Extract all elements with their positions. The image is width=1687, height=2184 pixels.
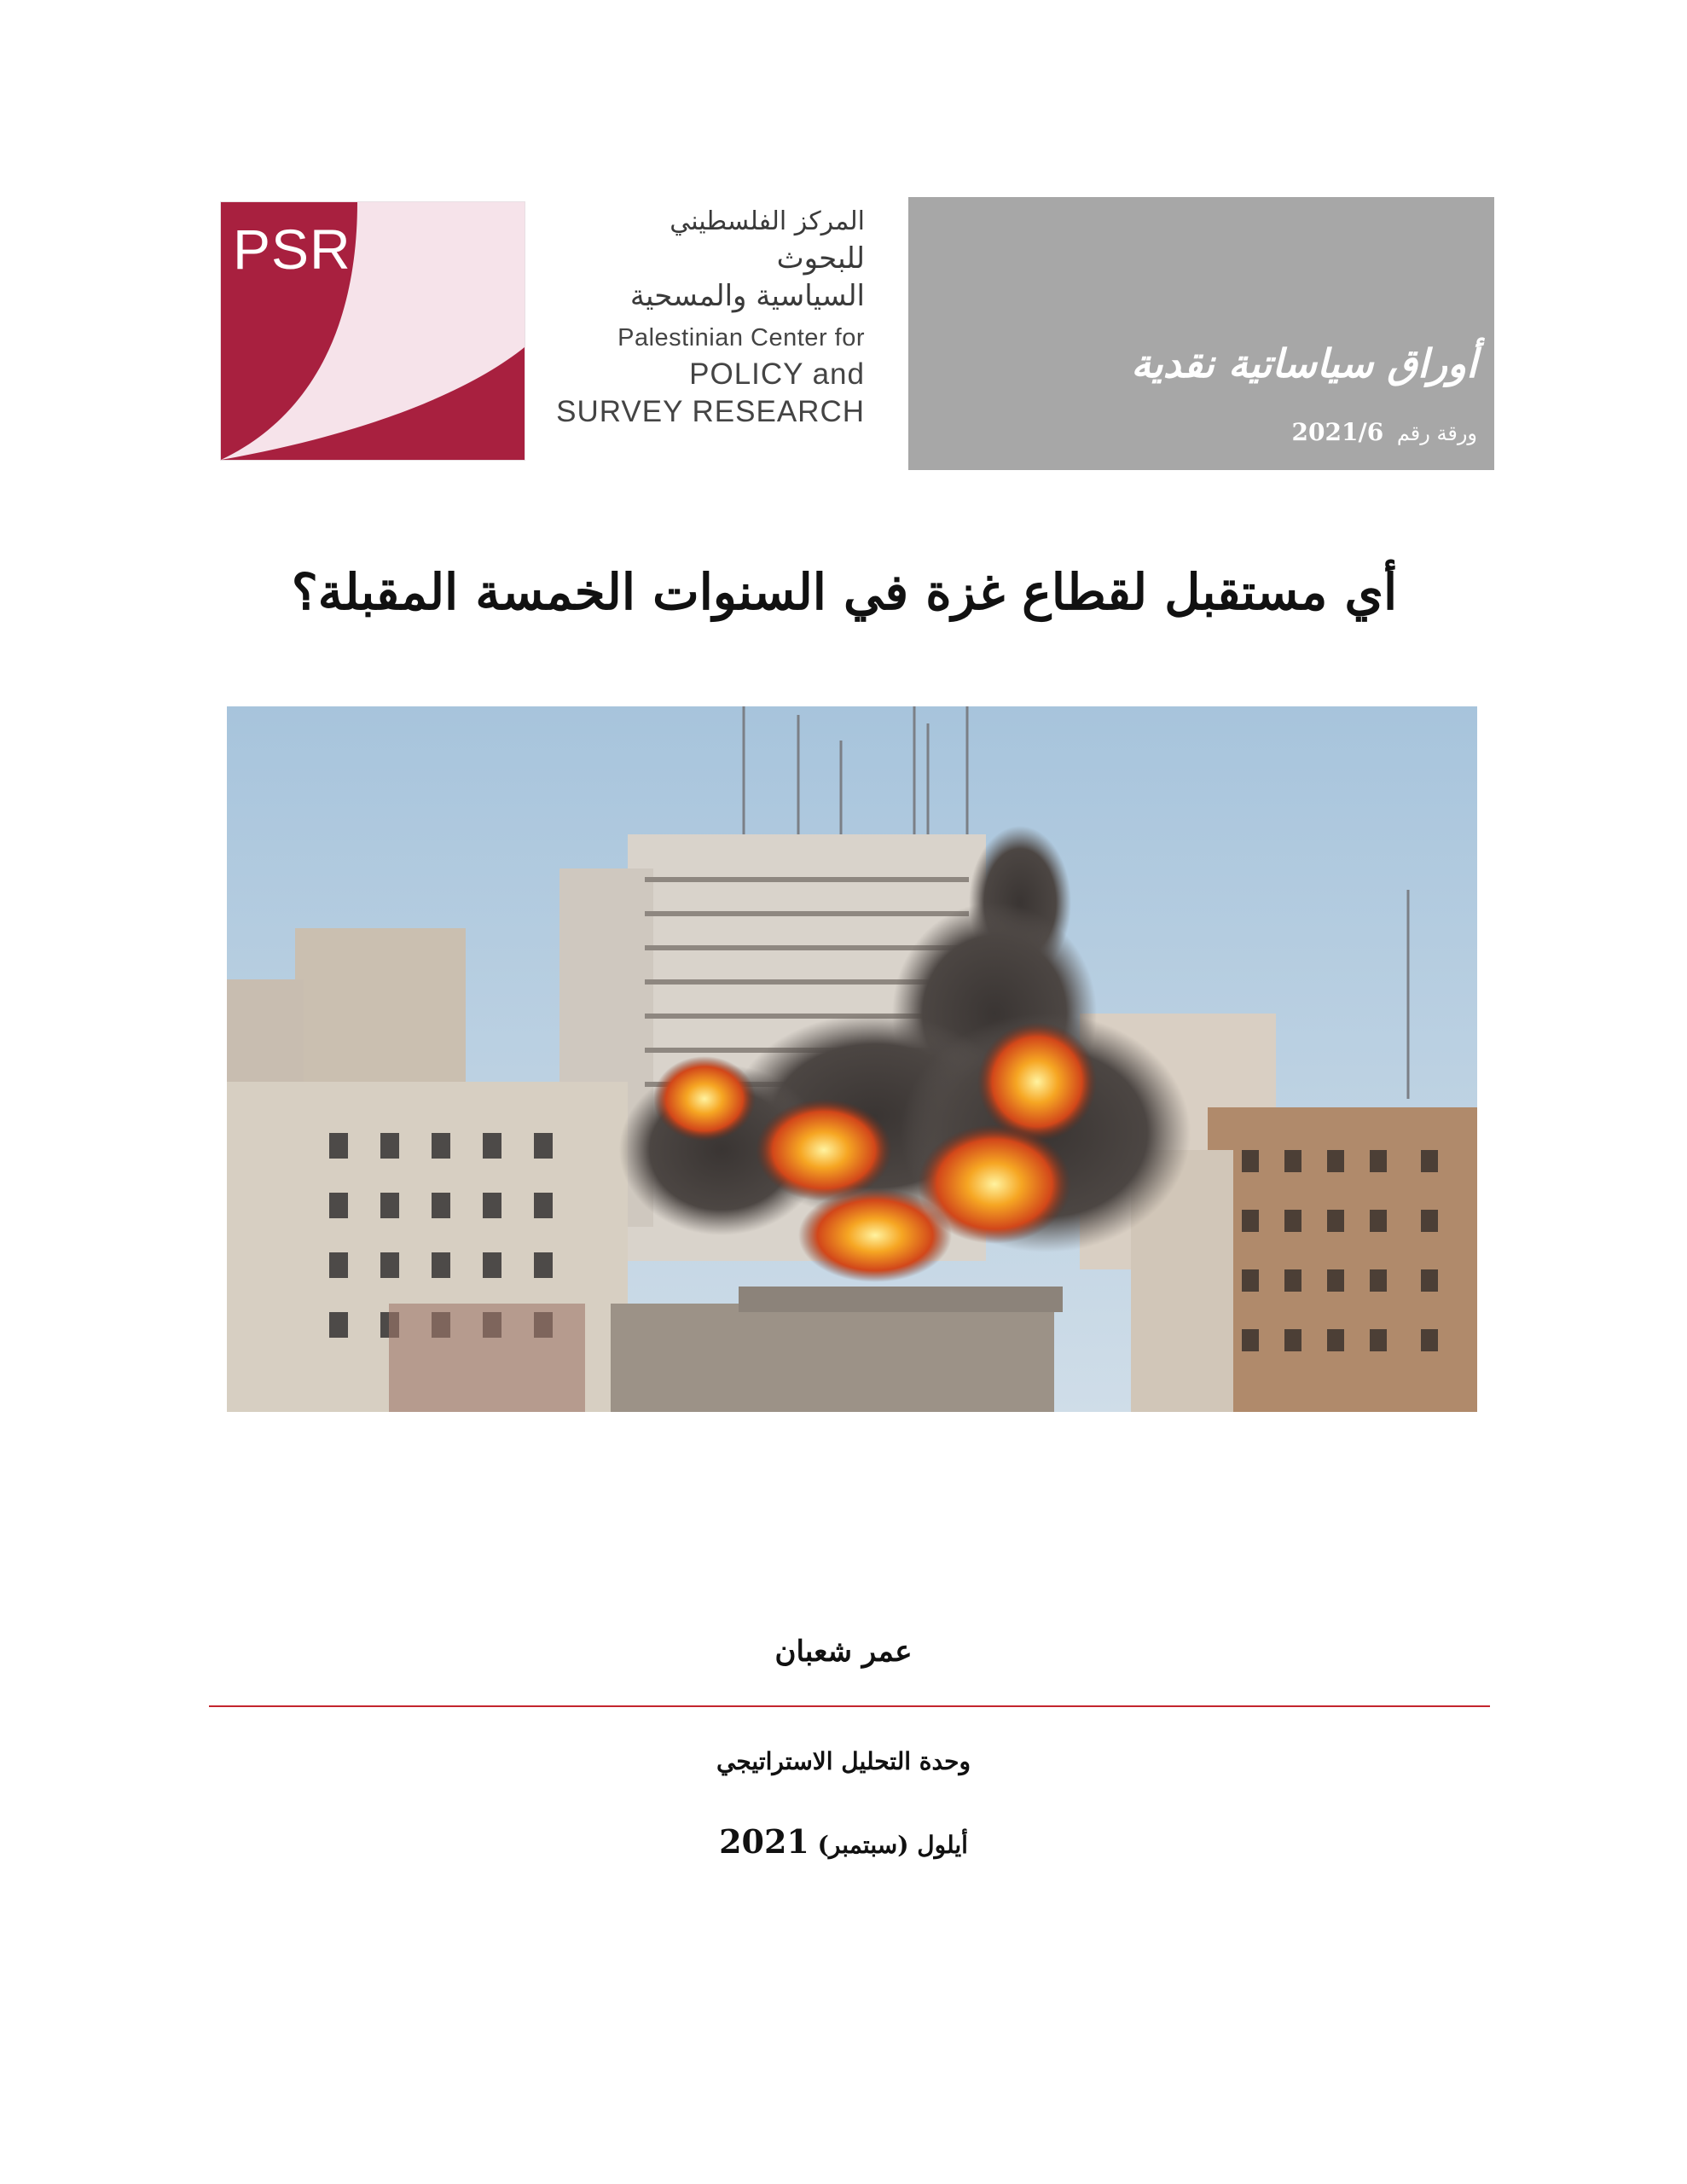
psr-logo <box>220 201 525 461</box>
series-number-label: ورقة رقم <box>1396 421 1477 445</box>
logo-org-name <box>554 203 865 459</box>
logo-ar-line-1: المركز الفلسطيني <box>670 206 865 236</box>
logo-en-line-3: SURVEY RESEARCH <box>556 395 865 428</box>
logo-en-line-1: Palestinian Center for <box>617 324 865 351</box>
photo-foreground-building <box>611 1304 1054 1412</box>
photo-lower-brick <box>389 1304 585 1412</box>
document-title: أي مستقبل لقطاع غزة في السنوات الخمسة المقبلة؟ <box>291 563 1398 621</box>
publication-month: أيلول (سبتمبر) <box>817 1831 968 1859</box>
cover-photo <box>227 706 1477 1412</box>
publishing-unit: وحدة التحليل الاستراتيجي <box>716 1747 971 1775</box>
series-number <box>1292 418 1477 446</box>
logo-ar-line-2: للبحوث <box>776 241 865 276</box>
series-number-value: 2021/6 <box>1291 418 1384 446</box>
series-title: أوراق سياساتية نقدية <box>1131 340 1477 386</box>
author-name: عمر شعبان <box>774 1635 913 1669</box>
explosion-photo-illustration <box>227 706 1477 1412</box>
series-banner <box>908 197 1494 470</box>
logo-ar-line-3: السياسية والمسحية <box>629 279 865 313</box>
logo-abbr: PSR <box>233 218 351 281</box>
logo-en-line-2: POLICY and <box>689 357 865 391</box>
photo-foreground-roof <box>739 1287 1063 1312</box>
publication-date <box>502 1822 1185 1861</box>
publication-year: 2021 <box>719 1822 809 1861</box>
divider-line <box>209 1705 1490 1707</box>
psr-logo-mark <box>221 202 525 460</box>
